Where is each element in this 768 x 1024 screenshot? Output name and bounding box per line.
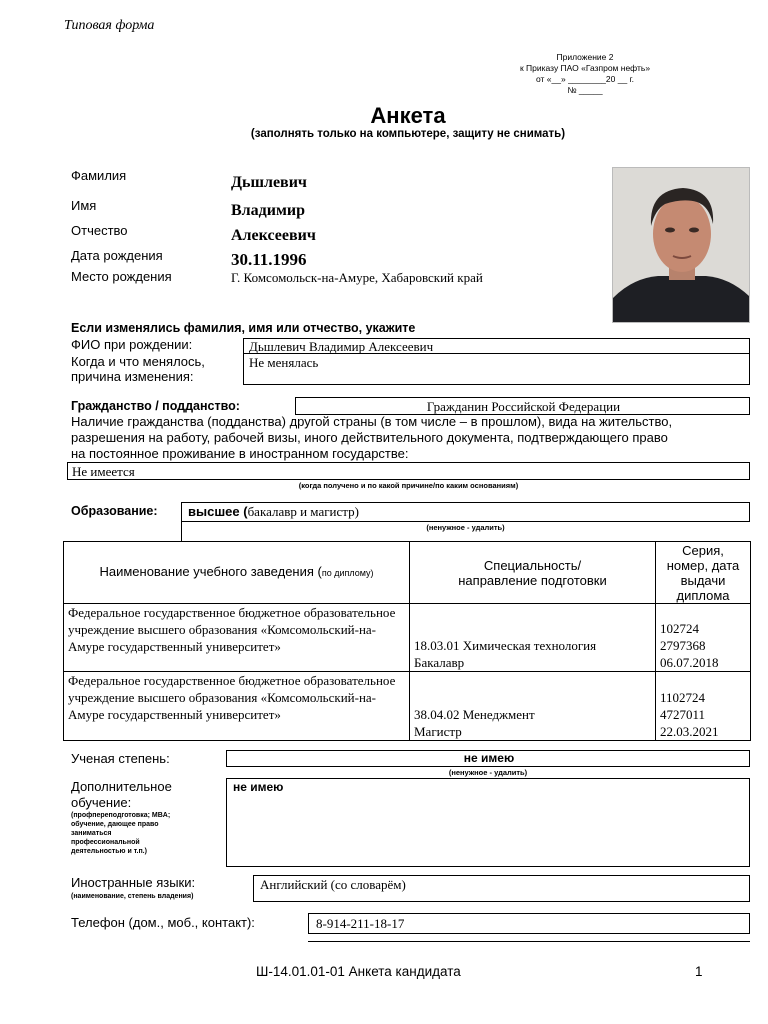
diploma-line: 102724 [660,621,699,636]
portrait-image [613,168,750,323]
citizenship-label: Гражданство / подданство: [71,399,240,413]
education-level-value [188,504,359,520]
diploma-line: 4727011 [660,707,706,722]
surname-value: Дьшлевич [231,174,307,191]
birth-fio-value: Дьшлевич Владимир Алексеевич [249,339,434,354]
patronymic-label: Отчество [71,223,128,238]
languages-value: Английский (со словарём) [260,877,406,892]
degree-field [226,750,750,767]
additional-value: не имею [233,780,284,794]
education-label: Образование: [71,504,158,518]
form-type-label: Типовая форма [64,18,155,33]
table-row [64,604,751,672]
birthplace-label: Место рождения [71,269,172,284]
phone-field [308,913,750,934]
diploma-cell [656,672,751,741]
candidate-photo [612,167,750,323]
surname-label: Фамилия [71,168,127,183]
additional-field [226,778,750,867]
languages-field [253,875,750,902]
degree-value: не имею [463,751,515,765]
citizenship-value: Гражданин Российской Федерации [426,399,621,414]
citizenship-field [295,397,750,415]
degree-label: Ученая степень: [71,751,170,766]
additional-label-line: Дополнительное [71,779,172,794]
name-change-heading: Если изменялись фамилия, имя или отчество, укажите [71,321,416,335]
appendix-line: № _____ [567,85,603,95]
diploma-line: 06.07.2018 [660,655,719,670]
diploma-line: 2797368 [660,638,706,653]
col-institution-header [64,542,410,604]
phone-label: Телефон (дом., моб., контакт): [71,915,255,930]
languages-hint: (наименование, степень владения) [71,893,194,900]
birthdate-label: Дата рождения [71,248,163,263]
institution-cell: Федеральное государственное бюджетное образовательное учреждение высшего образования «Комсомольский-на-Амуре государственный университет» [64,604,410,672]
patronymic-value: Алексеевич [231,227,316,244]
languages-label: Иностранные языки: [71,875,196,890]
diploma-line: 22.03.2021 [660,724,719,739]
additional-label [71,779,172,811]
col-specialty-header-line: направление подготовки [458,572,607,588]
page-number: 1 [695,964,703,979]
education-level-field [181,502,750,522]
col-specialty-header-line: Специальность/ [483,557,582,573]
birthplace-value: Г. Комсомольск-на-Амуре, Хабаровский край [231,270,483,285]
table-row [64,672,751,741]
additional-hint-line: (профпереподготовка; MBA; [71,812,171,819]
specialty-line: 38.04.02 Менеджмент [414,707,535,722]
name-value: Владимир [231,202,305,219]
additional-hint-line: обучение, дающее право [71,821,159,828]
education-table-header [64,542,751,604]
col-institution-header-small: по диплому) [321,568,374,578]
appendix-block [470,52,700,96]
diploma-line: 1102724 [660,690,706,705]
phone-underline [308,941,750,942]
name-label: Имя [71,198,97,213]
birth-fio-field [243,338,750,354]
appendix-line: от «__» ________20 __ г. [536,74,634,84]
appendix-line: Приложение 2 [556,52,614,62]
foreign-docs-text [71,414,672,462]
birth-fio-label: ФИО при рождении: [71,337,193,352]
page-subtitle: (заполнять только на компьютере, защиту не снимать) [250,128,566,140]
foreign-docs-hint: (когда получено и по какой причине/по каким основаниям) [298,481,519,490]
education-table [63,541,751,741]
foreign-docs-line: разрешения на работу, рабочей визы, иного действительного документа, подтверждающего право [71,430,668,445]
diploma-cell [656,604,751,672]
specialty-line: Бакалавр [414,655,465,670]
birthdate-value: 30.11.1996 [231,250,307,269]
page-title: Анкета [370,103,446,128]
appendix-line: к Приказу ПАО «Газпром нефть» [519,63,651,73]
foreign-docs-value: Не имеется [72,464,135,479]
education-hint: (ненужное - удалить) [426,523,505,532]
specialty-cell [410,604,656,672]
education-level-bold: высшее ( [188,504,248,519]
education-level-rest: бакалавр и магистр) [247,504,359,519]
additional-hint-line: деятельностью и т.п.) [71,848,147,855]
foreign-docs-line: Наличие гражданства (подданства) другой страны (в том числе – в прошлом), вида на жительство, [71,414,673,429]
footer-doc-code: Ш-14.01.01-01 Анкета кандидата [256,964,461,979]
additional-hint-line: профессиональной [71,839,140,846]
name-change-field [243,353,750,385]
additional-hint [71,811,170,856]
change-label-1: Когда и что менялось, [71,354,205,369]
phone-value: 8-914-211-18-17 [316,916,405,931]
col-specialty-header [410,542,656,604]
specialty-line: Магистр [414,724,462,739]
degree-hint: (ненужное - удалить) [448,768,528,777]
additional-label-line: обучение: [71,795,132,810]
foreign-docs-line: на постоянное проживание в иностранном государстве: [71,446,409,461]
col-institution-header-text: Наименование учебного заведения ( [99,564,322,579]
specialty-cell [410,672,656,741]
col-diploma-header: Серия, номер, дата выдачи диплома [656,542,751,604]
additional-hint-line: заниматься [71,830,112,837]
foreign-docs-field [67,462,750,480]
change-label-2: причина изменения: [71,369,194,384]
institution-cell: Федеральное государственное бюджетное образовательное учреждение высшего образования «Комсомольский-на-Амуре государственный университет» [64,672,410,741]
name-change-value: Не менялась [249,355,319,370]
specialty-line: 18.03.01 Химическая технология [414,638,597,653]
